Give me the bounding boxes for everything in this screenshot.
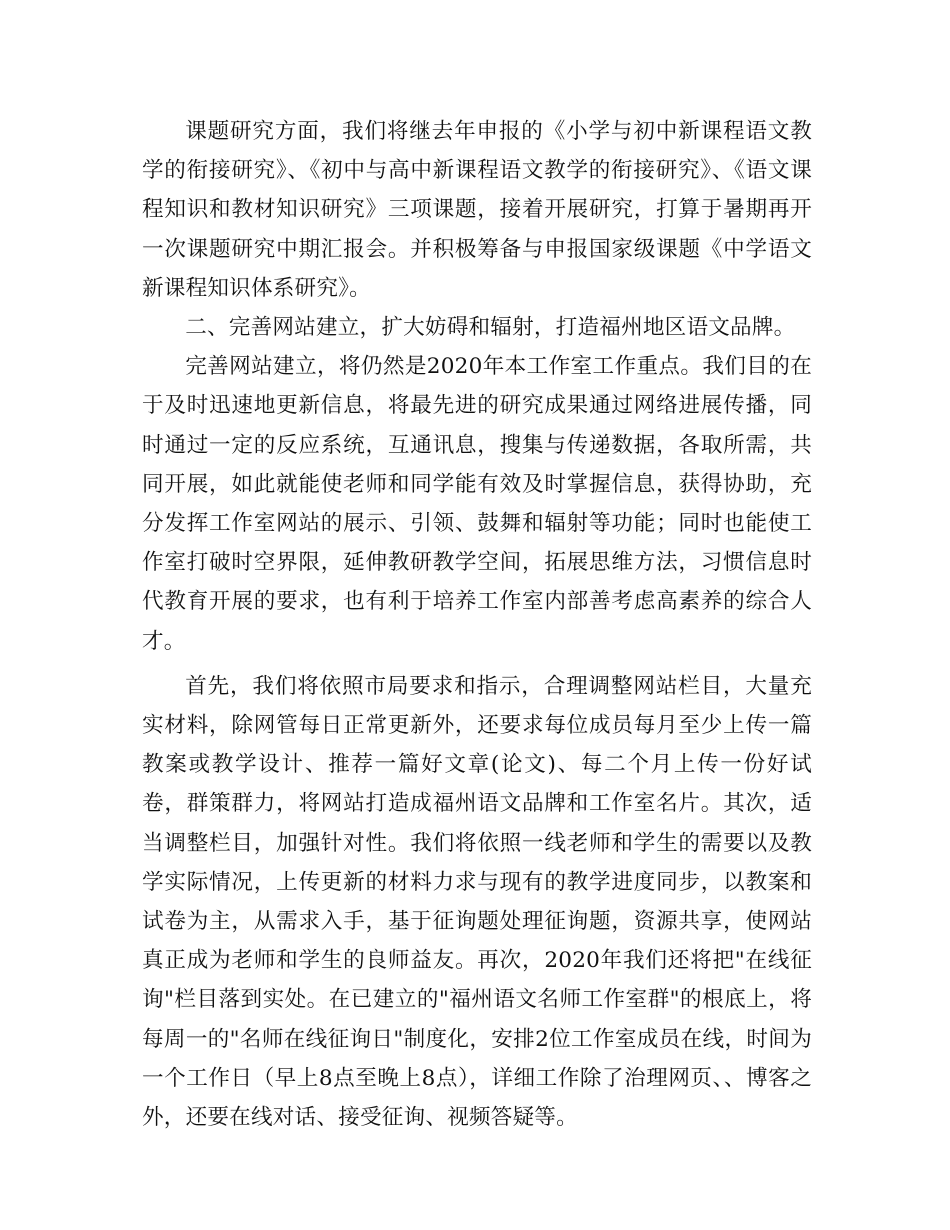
document-page — [142, 112, 812, 1137]
paragraph-website-plan: 首先，我们将依照市局要求和指示，合理调整网站栏目，大量充实材料，除网管每日正常更新外，还要求每位成员每月至少上传一篇教案或教学设计、推荐一篇好文章(论文)、每二个月上传一份好试卷，群策群力，将网站打造成福州语文品牌和工作室名片。其次，适当调整栏目，加强针对性。我们将依照一线老师和学生的需要以及教学实际情况，上传更新的材料力求与现有的教学进度同步，以教案和试卷为主，从需求入手，基于征询题处理征询题，资源共享，使网站真正成为老师和学生的良师益友。再次，2020年我们还将把"在线征询"栏目落到实处。在已建立的"福州语文名师工作室群"的根底上，将每周一的"名师在线征询日"制度化，安排2位工作室成员在线，时间为一个工作日（早上8点至晚上8点），详细工作除了治理网页、、博客之外，还要在线对话、接受征询、视频答疑等。 — [142, 673, 812, 1131]
paragraph-website-focus: 完善网站建立，将仍然是2020年本工作室工作重点。我们目的在于及时迅速地更新信息，将最先进的研究成果通过网络进展传播，同时通过一定的反应系统，互通讯息，搜集与传递数据，各取所需，共同开展，如此就能使老师和同学能有效及时掌握信息，获得协助，充分发挥工作室网站的展示、引领、鼓舞和辐射等功能；同时也能使工作室打破时空界限，延伸教研教学空间，拓展思维方法，习惯信息时代教育开展的要求，也有利于培养工作室内部善考虑高素养的综合人才。 — [142, 354, 812, 654]
paragraph-research-topics: 课题研究方面，我们将继去年申报的《小学与初中新课程语文教学的衔接研究》、《初中与高中新课程语文教学的衔接研究》、《语文课程知识和教材知识研究》三项课题，接着开展研究，打算于暑期再开一次课题研究中期汇报会。并积极筹备与申报国家级课题《中学语文新课程知识体系研究》。 — [142, 119, 812, 301]
paragraph-section-heading: 二、完善网站建立，扩大妨碍和辐射，打造福州地区语文品牌。 — [185, 315, 796, 341]
